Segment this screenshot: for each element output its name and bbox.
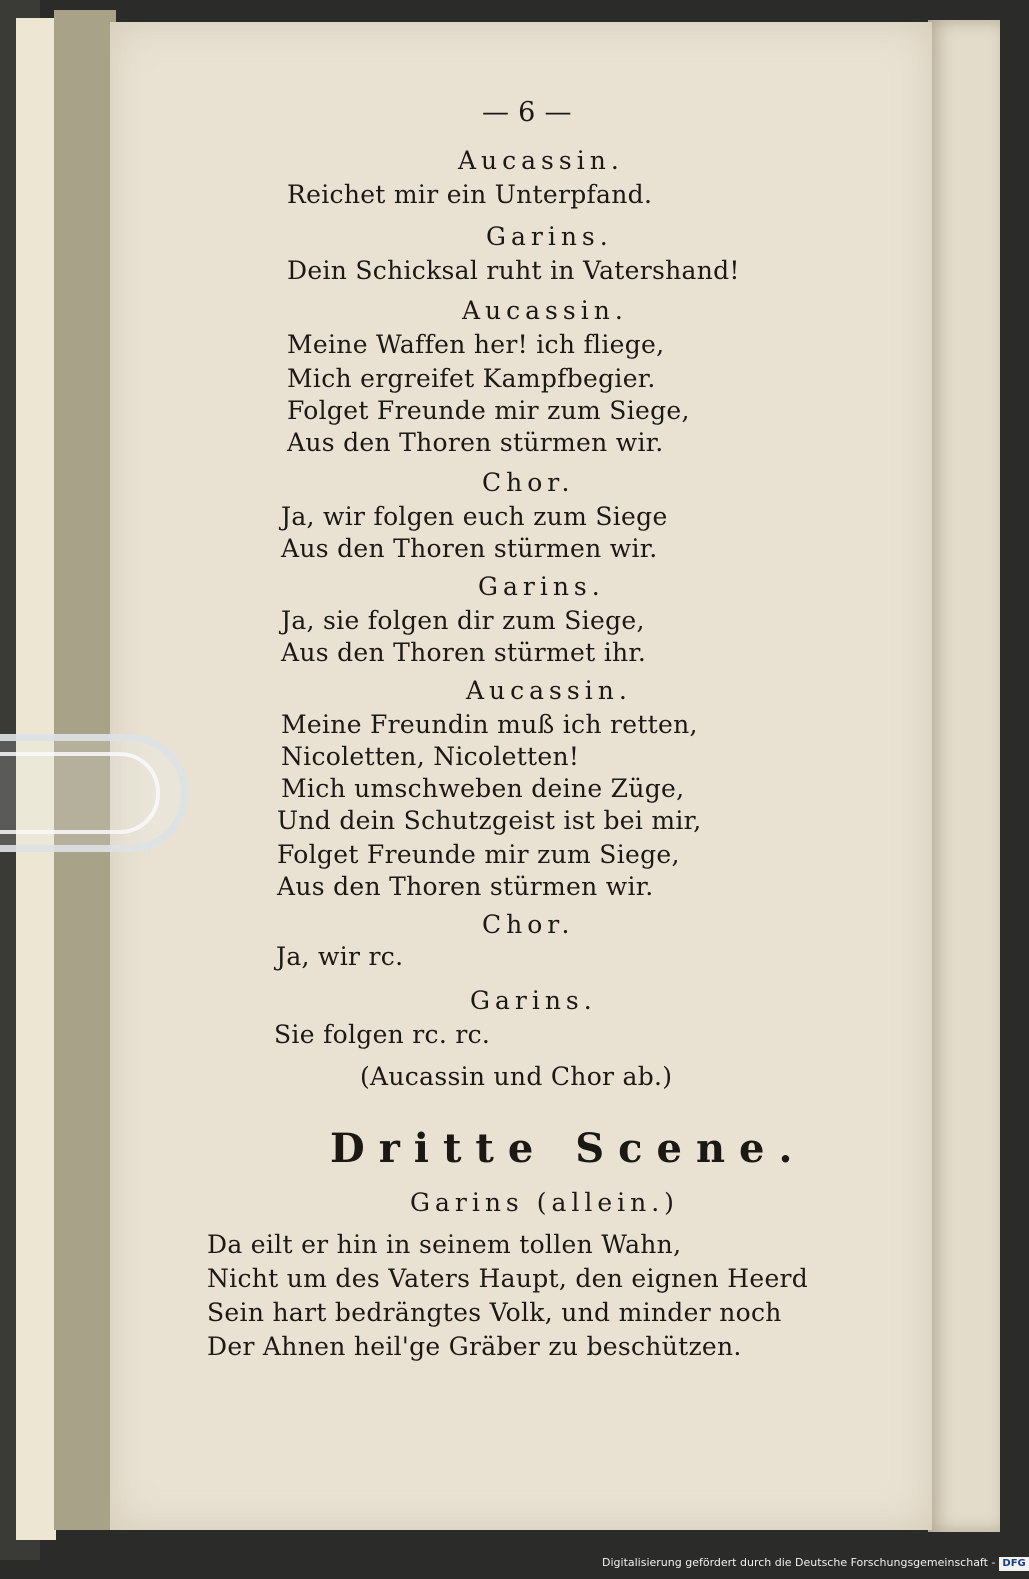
verse-line: Nicoletten, Nicoletten!	[281, 742, 580, 771]
speaker-label: Aucassin.	[462, 296, 628, 325]
verse-line: Reichet mir ein Unterpfand.	[287, 180, 653, 209]
prose-line: Da eilt er hin in seinem tollen Wahn,	[207, 1230, 682, 1259]
speaker-label: Garins.	[478, 572, 605, 601]
verse-line: Aus den Thoren stürmet ihr.	[281, 638, 647, 667]
verse-line: Meine Freundin muß ich retten,	[281, 710, 698, 739]
credit-text: Digitalisierung gefördert durch die Deutsche Forschungsgemeinschaft -	[602, 1556, 996, 1569]
prose-line: Sein hart bedrängtes Volk, und minder noch	[207, 1298, 782, 1327]
speaker-label: Aucassin.	[458, 146, 624, 175]
digitization-credit	[602, 1553, 1026, 1573]
verse-line: Ja, wir rc.	[276, 942, 404, 971]
verse-line: Aus den Thoren stürmen wir.	[277, 872, 654, 901]
verse-line: Aus den Thoren stürmen wir.	[287, 428, 664, 457]
verse-line: Mich umschweben deine Züge,	[281, 774, 685, 803]
verse-line: Folget Freunde mir zum Siege,	[277, 840, 680, 869]
scene-heading: Dritte Scene.	[330, 1125, 807, 1172]
speaker-label: Chor.	[482, 910, 575, 939]
speaker-label: Garins (allein.)	[410, 1188, 679, 1217]
verse-line: Ja, sie folgen dir zum Siege,	[281, 606, 645, 635]
verse-line: Ja, wir folgen euch zum Siege	[281, 502, 668, 531]
verse-line: Folget Freunde mir zum Siege,	[287, 396, 690, 425]
dfg-logo: DFG	[999, 1557, 1028, 1571]
stage-direction: (Aucassin und Chor ab.)	[360, 1062, 673, 1091]
speaker-label: Aucassin.	[466, 676, 632, 705]
verse-line: Und dein Schutzgeist ist bei mir,	[277, 806, 702, 835]
speaker-label: Garins.	[470, 986, 597, 1015]
verse-line: Sie folgen rc. rc.	[274, 1020, 491, 1049]
verse-line: Aus den Thoren stürmen wir.	[281, 534, 658, 563]
page-number: — 6 —	[482, 97, 572, 128]
verse-line: Meine Waffen her! ich fliege,	[287, 330, 665, 359]
verse-line: Mich ergreifet Kampfbegier.	[287, 364, 656, 393]
speaker-label: Chor.	[482, 468, 575, 497]
prose-line: Der Ahnen heil'ge Gräber zu beschützen.	[207, 1332, 742, 1361]
speaker-label: Garins.	[486, 222, 613, 251]
prose-line: Nicht um des Vaters Haupt, den eignen Heerd	[207, 1264, 809, 1293]
verse-line: Dein Schicksal ruht in Vatershand!	[287, 256, 740, 285]
